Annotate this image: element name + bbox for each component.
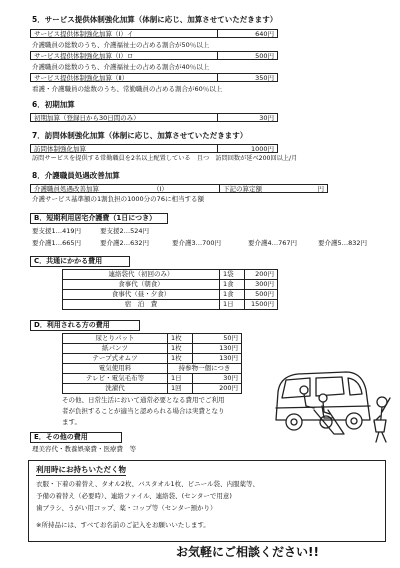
s6-row: [30, 113, 278, 122]
s8-value-label: 下記の算定額: [223, 185, 262, 193]
sD-row-label: テープ式オムツ: [63, 354, 168, 364]
s5-row-2-value: 500円: [255, 52, 274, 60]
sB-line2-c: 要介護3…700円: [172, 239, 222, 247]
s6-heading: 6．初期加算: [32, 100, 75, 109]
sB-title: B．短期利用居宅介護費（1日につき）: [30, 213, 168, 224]
sD-row: [63, 344, 242, 354]
s5-note-2: 介護職員の総数のうち、介護福祉士の占める割合が40％以上: [32, 63, 210, 71]
s8-label: 介護職員処遇改善加算: [34, 185, 99, 193]
s5-row-2: [30, 51, 278, 60]
s5-row-3-value: 350円: [255, 74, 274, 82]
sC-row-price: 300円: [245, 280, 278, 290]
sE-title: E．その他の費用: [30, 432, 122, 443]
sD-row-price: 130円: [193, 354, 242, 364]
s6-label: 初期加算（登録日から30日間のみ）: [34, 114, 140, 122]
sC-row-qty: 1食: [220, 280, 245, 290]
s7-note: 訪問サービスを提供する常勤職員を2名以上配置している 且つ 訪問回数が延べ200回以上/月: [32, 155, 298, 162]
s8-heading: 8．介護職員処遇改善加算: [32, 171, 120, 180]
s5-row-1-value: 640円: [255, 30, 274, 38]
sD-row-label: 尿とりパット: [63, 334, 168, 344]
s5-note-1: 介護職員の総数のうち、介護福祉士の占める割合が50％以上: [32, 41, 210, 49]
sC-row: [63, 290, 278, 300]
sC-row-label: 食事代（朝食）: [63, 280, 220, 290]
sD-row: [63, 334, 242, 344]
s7-label: 訪問体制強化加算: [34, 145, 86, 153]
sD-row-qty: 持参物一個につき: [168, 364, 242, 374]
sC-row-label: 連絡袋代（初回のみ）: [63, 270, 220, 280]
s8-unit: 円: [317, 185, 324, 193]
sC-row: [63, 270, 278, 280]
sC-table: [62, 269, 278, 310]
bring-line-3: 歯ブラシ、うがい用コップ、薬・コップ等（センター預かり）: [36, 504, 217, 512]
sD-note-2: 者が負担することが適当と認められる場合は実費となり: [62, 407, 225, 415]
bring-line-1: 衣服・下着の着替え、タオル2枚、バスタオル1枚、ビニール袋、内服薬等、: [36, 480, 260, 488]
s8-row: [30, 184, 328, 193]
sC-row-price: 1500円: [245, 300, 278, 310]
sD-row-label: 洗濯代: [63, 384, 168, 394]
wheelchair-van-illustration: [268, 350, 396, 450]
s5-note-3: 看護・介護職員の総数のうち、常勤職員の占める割合が60％以上: [32, 85, 223, 93]
sC-row-label: 宿 泊 費: [63, 300, 220, 310]
sC-row-label: 食事代（昼・夕食）: [63, 290, 220, 300]
sB-line2-a: 要介護1…665円: [32, 239, 82, 247]
closing-message: お気軽にご相談ください!!: [176, 545, 319, 559]
sD-row-qty: 1回: [168, 384, 193, 394]
sB-line1-a: 要支援1…419円: [32, 227, 82, 235]
s5-row-2-label: サービス提供体制強化加算（Ⅰ）ロ: [34, 52, 134, 60]
sD-row-price: 50円: [193, 334, 242, 344]
s6-value: 30円: [259, 114, 274, 122]
sC-row-price: 200円: [245, 270, 278, 280]
sB-line2-d: 要介護4…767円: [248, 239, 298, 247]
sD-title: D．利用される方の費用: [30, 320, 140, 331]
s7-row: [30, 144, 278, 153]
s5-row-3-label: サービス提供体制強化加算（Ⅱ）: [34, 74, 129, 82]
sC-row-qty: 1食: [220, 290, 245, 300]
sD-row-label: 紙パンツ: [63, 344, 168, 354]
sB-line2-b: 要介護2…632円: [100, 239, 150, 247]
s8-tier: （Ⅰ）: [153, 185, 168, 193]
sD-table: [62, 333, 242, 394]
sD-row: [63, 364, 242, 374]
sD-note-3: ます。: [62, 418, 81, 426]
sD-row-label: 電気使用料: [63, 364, 168, 374]
s5-row-3: [30, 73, 278, 82]
bring-line-2: 予備の着替え（必要時）、連絡ファイル、連絡袋、(センターで用意): [36, 492, 232, 500]
s7-heading: 7．訪問体制強化加算（体制に応じ、加算させていただきます）: [32, 131, 248, 140]
sC-title: C．共通にかかる費用: [30, 256, 130, 267]
sD-row-qty: 1枚: [168, 334, 193, 344]
sD-row-label: テレビ・電気毛布等: [63, 374, 168, 384]
sD-row: [63, 384, 242, 394]
sD-row: [63, 374, 242, 384]
sD-row: [63, 354, 242, 364]
sD-row-price: 30円: [193, 374, 242, 384]
s7-value: 1000円: [250, 145, 274, 153]
s5-heading: 5．サービス提供体制強化加算（体制に応じ、加算させていただきます）: [32, 15, 278, 24]
sC-row-qty: 1日: [220, 300, 245, 310]
sC-row-qty: 1袋: [220, 270, 245, 280]
sD-row-qty: 1日: [168, 374, 193, 384]
sD-row-qty: 1枚: [168, 354, 193, 364]
s8-note: 介護サービス基準額の1割負担の1000分の76に相当する額: [32, 195, 204, 203]
sD-row-qty: 1枚: [168, 344, 193, 354]
sD-row-price: 130円: [193, 344, 242, 354]
sC-row: [63, 280, 278, 290]
bring-footnote: ※所持品には、すべてお名前のご記入をお願いいたします。: [36, 521, 210, 529]
sB-line2-e: 要介護5…832円: [318, 239, 368, 247]
s5-row-1-label: サービス提供体制強化加算（Ⅰ）イ: [34, 30, 134, 38]
sE-text: 理美容代・教養娯楽費・医療費 等: [32, 445, 136, 453]
sD-note-1: その他、日常生活において通常必要となる費用でご利用: [62, 396, 225, 404]
s5-row-1: [30, 29, 278, 38]
sC-row-price: 500円: [245, 290, 278, 300]
sB-line1-b: 要支援2…524円: [100, 227, 150, 235]
bring-title: 利用時にお持ちいただく物: [36, 465, 126, 474]
sC-row: [63, 300, 278, 310]
sD-row-price: 200円: [193, 384, 242, 394]
